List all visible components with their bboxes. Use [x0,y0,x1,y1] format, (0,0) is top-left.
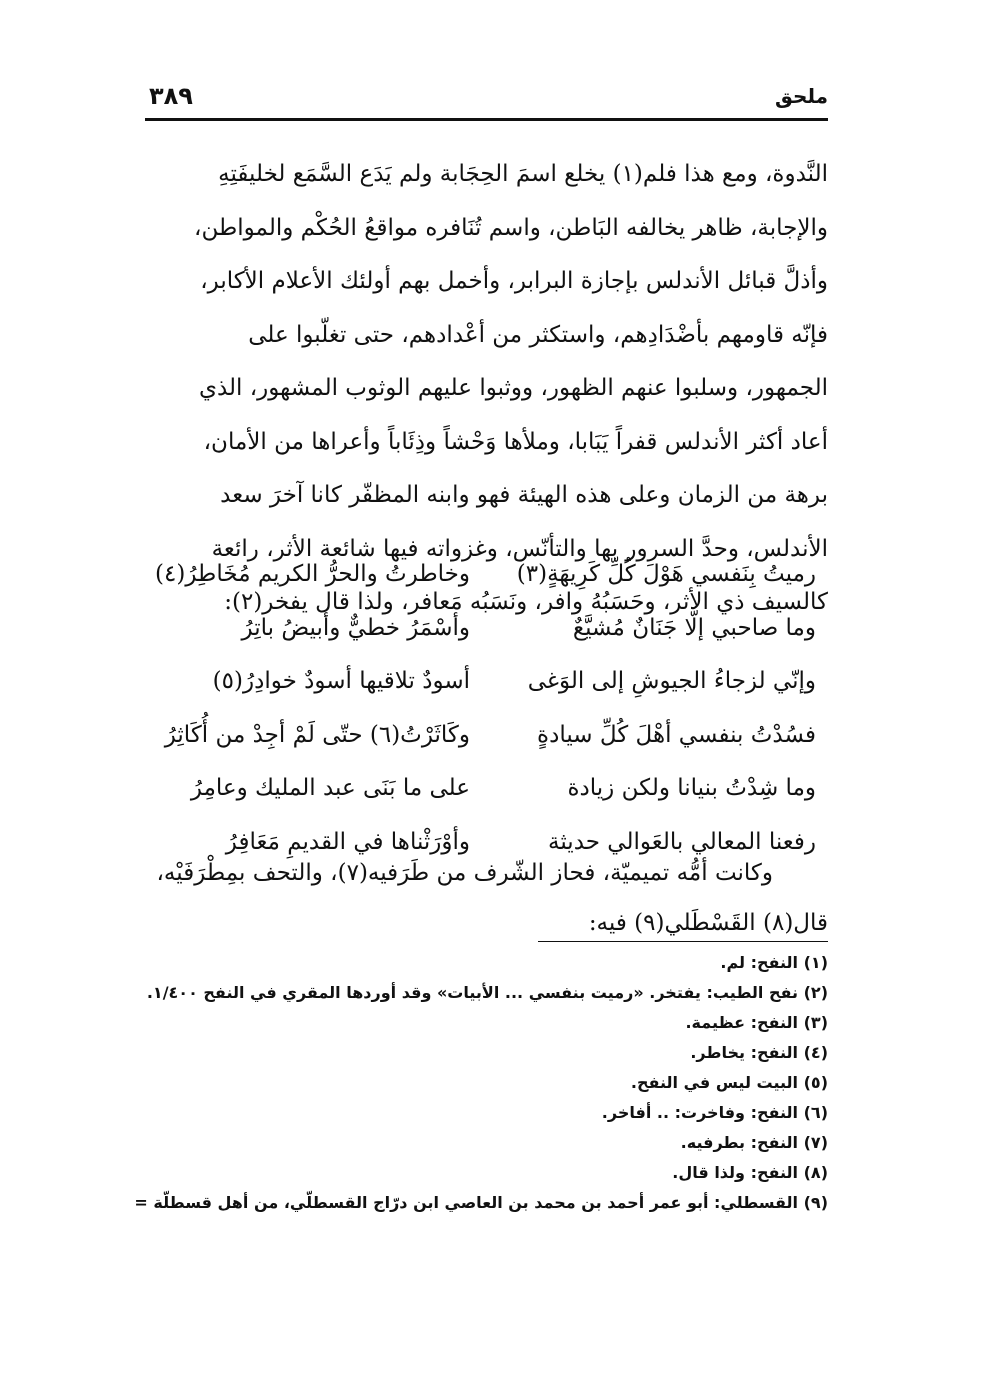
prose-line: قال(٨) القَسْطَلي(٩) فيه: [588,910,828,936]
prose-line: برهة من الزمان وعلى هذه الهيئة فهو وابنه المظفّر كانا آخرَ سعد [220,482,828,508]
prose-line: الأندلس، وحدَّ السرور بها والتأنّس، وغزواته فيها شائعة الأثر، رائعة [211,535,828,562]
footnote-separator [538,941,828,942]
poem [145,548,828,869]
running-header [145,82,828,121]
verse-second-hemistich: وخاطرتُ والحرُّ الكريم مُخَاطِرُ(٤) [155,561,470,587]
prose-line: الجمهور، وسلبوا عنهم الظهور، ووثبوا عليهم الوثوب المشهور، الذي [198,375,828,401]
prose-line: كالسيف ذي الأثر، وحَسَبُهُ وافر، ونَسَبُه مَعافر، ولذا قال يفخر(٢): [224,589,828,615]
prose-line: والإجابة، ظاهر يخالفه البَاطن، واسم تُنَافره مواقعُ الحُكْم والمواطن، [194,214,828,241]
verse-line [145,762,828,816]
footnote: (٤) النفح: يخاطر. [690,1043,828,1062]
prose-line: وأذلَّ قبائل الأندلس بإجازة البرابر، وأخمل بهم أولئك الأعلام الأكابر، [200,268,828,294]
footnote: (٥) البيت ليس في النفح. [630,1073,828,1092]
footnote: (٧) النفح: بطرفيه. [680,1133,828,1152]
verse-line [145,602,828,656]
verse-line [145,548,828,602]
page-number: ٣٨٩ [149,82,193,110]
verse-line [145,709,828,763]
footnote: (٣) النفح: عظيمة. [685,1013,828,1032]
section-title: ملحق [775,84,828,108]
footnote: (٢) نفح الطيب: يفتخر. «رميت بنفسي ... الأبيات» وقد أوردها المقري في النفح ١/٤٠٠. [146,983,828,1002]
verse-first-hemistich: وإنّي لزجاءُ الجيوشِ إلى الوَغى [527,668,816,694]
footnote: (٨) النفح: ولذا قال. [672,1163,828,1182]
footnotes [112,948,828,1218]
verse-second-hemistich: أسودٌ تلاقيها أسودٌ خوادِرُ(٥) [212,668,470,694]
verse-first-hemistich: وما شِدْتُ بنيانا ولكن زيادة [567,775,816,801]
verse-second-hemistich: وأسْمَرُ خطيٌّ وأبيضُ باتِرُ [241,614,470,641]
footnote: (١) النفح: لم. [720,953,828,972]
verse-line [145,655,828,709]
verse-first-hemistich: فسُدْتُ بنفسي أهْلَ كُلِّ سيادةٍ [537,721,816,748]
closing-prose [145,848,828,948]
prose-line: فإنّه قاومهم بأضْدَادِهم، واستكثر من أعْدادهم، حتى تغلّبوا على [248,321,828,348]
verse-second-hemistich: وأوْرَثْناها في القديمِ مَعَافِرُ [225,828,470,855]
footnote: (٦) النفح: وفاخرت: .. أفاخر. [601,1103,828,1122]
verse-first-hemistich: رفعنا المعالي بالعَوالي حديثة [548,828,816,855]
prose-line: النَّدوة، ومع هذا فلم(١) يخلع اسمَ الحِجَابة ولم يَدَع السَّمَع لخليفَتِهِ [218,161,828,187]
prose-line: أعاد أكثر الأندلس قفراً يَبَابا، وملأها وَحْشاً وذِئَاباً وأعراها من الأمان، [203,428,828,455]
footnote: (٩) القسطلي: أبو عمر أحمد بن محمد بن العاصي ابن درّاج القسطلّي، من أهل قسطلّة = [134,1193,828,1212]
verse-first-hemistich: رميتُ بِنَفسي هَوْلَ كُلِّ كَرِيهَةٍ(٣) [516,561,816,587]
verse-second-hemistich: على ما بَنَى عبد المليك وعامِرُ [190,775,470,801]
verse-second-hemistich: وكَاثَرْتُ(٦) حتّى لَمْ أجِدْ من أُكَاثِرُ [164,721,470,748]
verse-first-hemistich: وما صاحبي إلّا جَنَانٌ مُشيَّعٌ [572,614,816,641]
prose-line: وكانت أمُّه تميميّة، فحاز الشّرف من طَرَفيه(٧)، والتحف بمِطْرَفَيْه، [156,860,773,886]
